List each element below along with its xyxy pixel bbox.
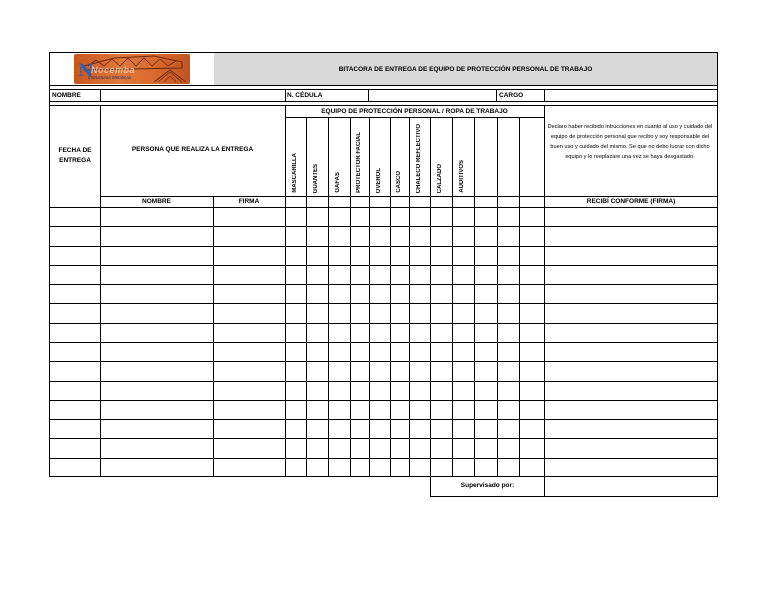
grid-line xyxy=(497,117,498,476)
grid-line xyxy=(328,117,329,476)
divider xyxy=(544,90,545,101)
grid-line xyxy=(213,196,214,476)
grid-line xyxy=(390,117,391,476)
grid-line xyxy=(285,106,286,476)
grid-line xyxy=(409,117,410,476)
grid-line xyxy=(50,381,718,382)
grid-line xyxy=(544,106,545,476)
divider xyxy=(496,90,497,101)
divider xyxy=(368,90,369,101)
divider xyxy=(100,90,101,101)
recibi-header: RECIBÍ CONFORME (FIRMA) xyxy=(586,198,676,205)
cedula-label: N. CÉDULA xyxy=(287,92,323,99)
grid-line xyxy=(50,438,718,439)
grid-line xyxy=(100,106,101,476)
declaration-text: Declaro haber recibido intrucciones en cuanto al uso y cuidado del equipo de protección personal que recibo y soy responsable del buen uso y cuidado del mismo. Se que no debo lucrar con dicho equipo y lo reeplazare una vez se haya desgastado. xyxy=(547,124,713,160)
equipment-label-protector-facial: PROTECTOR FACIAL xyxy=(355,132,362,193)
supervisado-label: Supervisado por: xyxy=(460,482,515,489)
firma-subheader: FIRMA xyxy=(238,198,260,205)
grid-line xyxy=(50,303,718,304)
grid-line xyxy=(50,323,718,324)
form-title: BITACORA DE ENTREGA DE EQUIPO DE PROTECCIÓN PERSONAL DE TRABAJO xyxy=(214,53,717,85)
grid-line xyxy=(350,117,351,476)
equipment-label-guantes: GUANTES xyxy=(313,163,319,193)
equipment-label-mascarilla: MASCARILLA xyxy=(291,153,298,193)
divider xyxy=(285,90,286,101)
supervision-box xyxy=(430,477,718,497)
logo-subtext: Estructuras Metálicas xyxy=(88,75,132,80)
equipment-label-casco: CASCO xyxy=(395,171,402,193)
equipment-label-gafas: GAFAS xyxy=(335,172,341,193)
fecha-header: FECHA DE ENTREGA xyxy=(58,147,92,164)
equipment-label-auditivos: AUDITIVOS xyxy=(459,160,465,193)
equipment-label-overol: OVEROL xyxy=(375,167,382,193)
grid-line xyxy=(285,117,544,118)
grid-line xyxy=(50,419,718,420)
grid-line xyxy=(369,117,370,476)
grid-line xyxy=(519,117,520,476)
form-header xyxy=(49,52,718,86)
grid-line xyxy=(50,246,718,247)
grid-line xyxy=(306,117,307,476)
company-logo xyxy=(74,54,190,84)
grid-line xyxy=(50,361,718,362)
grid-line xyxy=(474,117,475,476)
divider xyxy=(544,477,545,496)
grid-line xyxy=(50,284,718,285)
equipo-header: EQUIPO DE PROTECCIÓN PERSONAL / ROPA DE TRABAJO xyxy=(321,108,508,115)
cargo-label: CARGO xyxy=(499,92,524,99)
persona-header: PERSONA QUE REALIZA LA ENTREGA xyxy=(131,146,254,153)
ppe-log-form xyxy=(49,52,718,497)
footer xyxy=(49,477,718,497)
grid-line xyxy=(452,117,453,476)
grid-line xyxy=(430,117,431,476)
nombre-label: NOMBRE xyxy=(52,92,81,99)
logo-cell xyxy=(50,53,215,85)
equipment-label-chaleco-reflectivo: CHALECO REFLECTIVO xyxy=(415,123,422,193)
logo-text: Nocemba xyxy=(91,65,136,75)
logo-letter: N xyxy=(78,61,94,81)
grid-line xyxy=(50,207,718,208)
grid-line xyxy=(50,265,718,266)
grid-line xyxy=(50,226,718,227)
delivery-table xyxy=(49,105,718,477)
equipment-label-calzado: CALZADO xyxy=(437,163,443,193)
grid-line xyxy=(50,400,718,401)
employee-info-row xyxy=(49,89,718,102)
grid-line xyxy=(50,458,718,459)
grid-line xyxy=(50,342,718,343)
nombre-subheader: NOMBRE xyxy=(142,198,171,205)
